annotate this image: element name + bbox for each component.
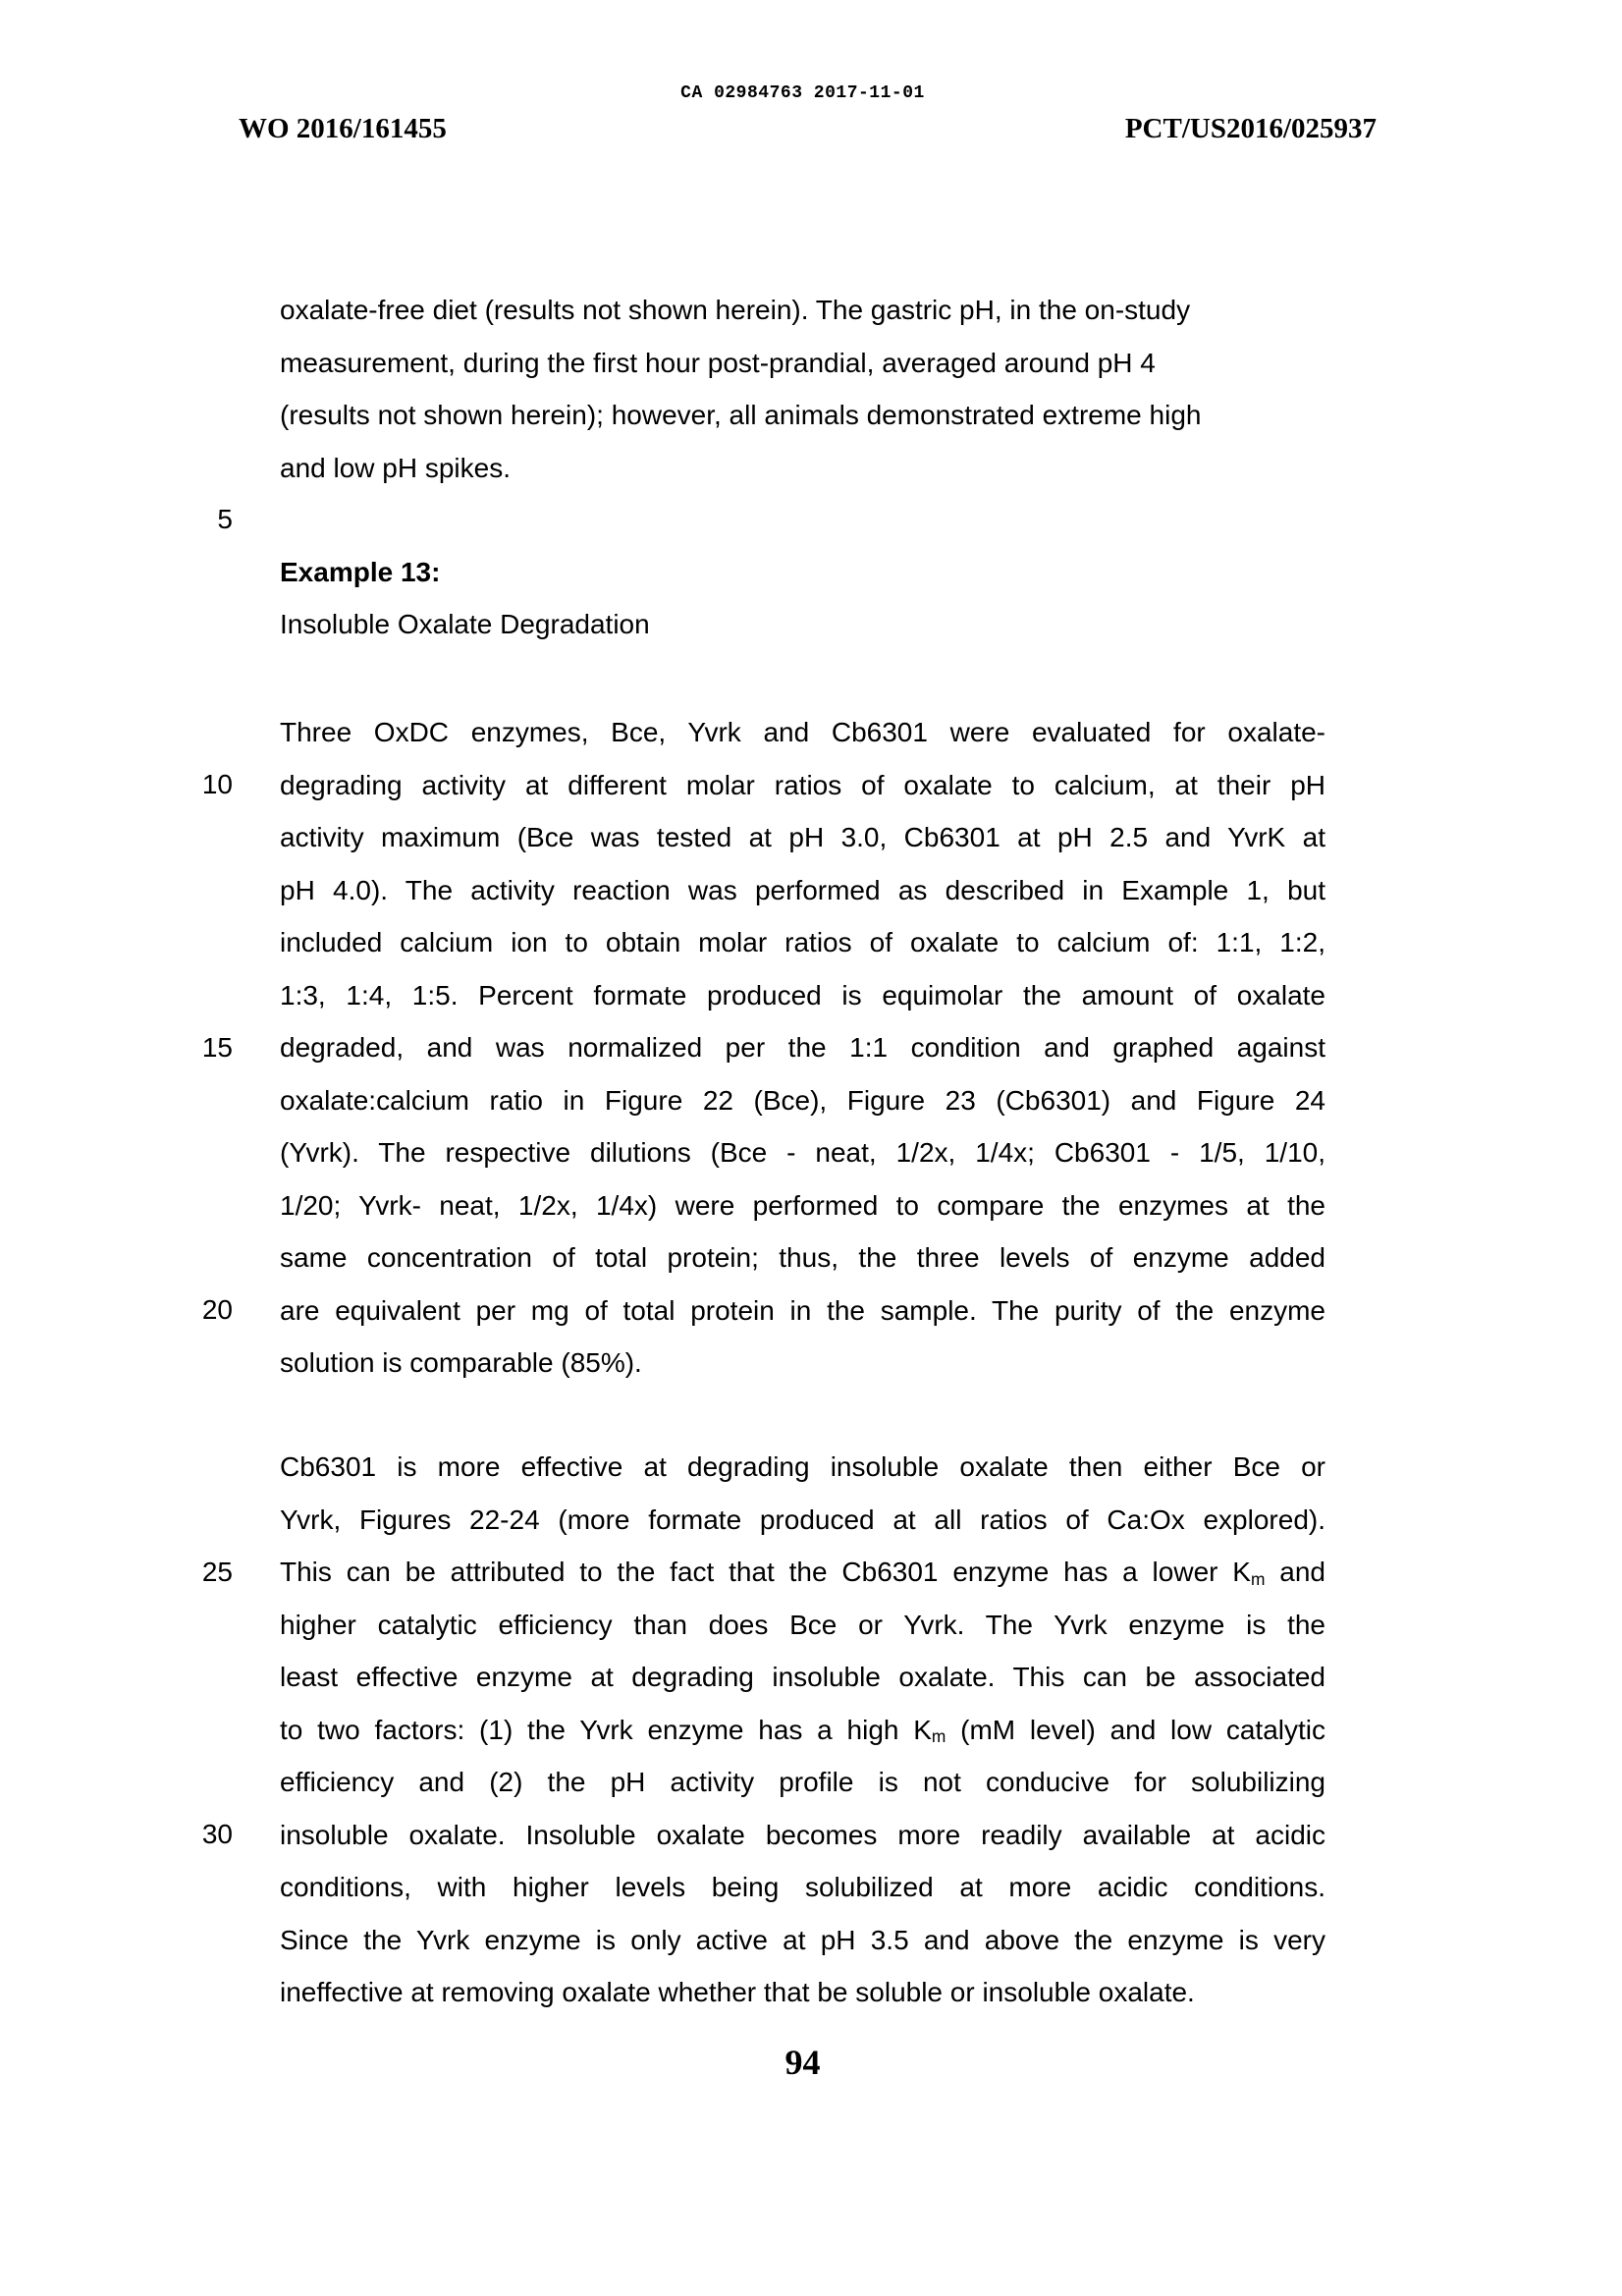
paragraph bbox=[280, 1441, 1325, 2019]
paragraph bbox=[280, 706, 1325, 1390]
text-line: pH 4.0). The activity reaction was performed as described in Example 1, but bbox=[280, 874, 1325, 905]
text-line bbox=[280, 1704, 1325, 1757]
example-subheading: Insoluble Oxalate Degradation bbox=[280, 609, 650, 639]
subscript-m: m bbox=[1250, 1568, 1266, 1589]
publication-number: WO 2016/161455 bbox=[239, 113, 447, 144]
text-line: Yvrk, Figures 22-24 (more formate produced at all ratios of Ca:Ox explored). bbox=[280, 1503, 1325, 1535]
text-line: 1:3, 1:4, 1:5. Percent formate produced is equimolar the amount of oxalate bbox=[280, 979, 1325, 1011]
text-segment: This can be attributed to the fact that the Cb6301 enzyme has a lower K bbox=[280, 1557, 1251, 1587]
text-line: efficiency and (2) the pH activity profile is not conducive for solubilizing bbox=[280, 1767, 1325, 1797]
line-number: 10 bbox=[201, 769, 233, 799]
text-line: 1/20; Yvrk- neat, 1/2x, 1/4x) were performed to compare the enzymes at the bbox=[280, 1189, 1325, 1221]
line-number: 5 bbox=[217, 504, 233, 534]
line-number: 30 bbox=[201, 1819, 233, 1849]
text-line: conditions, with higher levels being solubilized at more acidic conditions. bbox=[280, 1872, 1325, 1902]
text-line: higher catalytic efficiency than does Bce or Yvrk. The Yvrk enzyme is the bbox=[280, 1609, 1325, 1640]
text-line bbox=[280, 1546, 1325, 1599]
text-line: solution is comparable (85%). bbox=[280, 1347, 642, 1378]
text-segment: (mM level) and low catalytic bbox=[946, 1714, 1325, 1745]
text-line: same concentration of total protein; thus, the three levels of enzyme added bbox=[280, 1242, 1325, 1273]
text-line: degraded, and was normalized per the 1:1 condition and graphed against bbox=[280, 1032, 1325, 1063]
text-segment: and bbox=[1265, 1557, 1325, 1587]
text-line: least effective enzyme at degrading insoluble oxalate. This can be associated bbox=[280, 1662, 1325, 1692]
line-number: 15 bbox=[201, 1032, 233, 1063]
application-number: PCT/US2016/025937 bbox=[1124, 113, 1377, 144]
page-number: 94 bbox=[784, 2043, 821, 2082]
text-line: degrading activity at different molar ratios of oxalate to calcium, at their pH bbox=[280, 769, 1325, 800]
text-line: oxalate:calcium ratio in Figure 22 (Bce), Figure 23 (Cb6301) and Figure 24 bbox=[280, 1084, 1325, 1116]
scan-timestamp-line: CA 02984763 2017-11-01 bbox=[680, 83, 925, 103]
subscript-m: m bbox=[931, 1726, 946, 1747]
text-line: activity maximum (Bce was tested at pH 3.0, Cb6301 at pH 2.5 and YvrK at bbox=[280, 822, 1325, 852]
line-number: 20 bbox=[201, 1294, 233, 1325]
example-heading: Example 13: bbox=[280, 557, 441, 587]
text-line: ineffective at removing oxalate whether that be soluble or insoluble oxalate. bbox=[280, 1977, 1195, 2007]
text-line: (results not shown herein); however, all animals demonstrated extreme high bbox=[280, 400, 1202, 430]
text-line: are equivalent per mg of total protein in the sample. The purity of the enzyme bbox=[280, 1294, 1325, 1326]
paragraph bbox=[280, 284, 1325, 494]
text-line: Three OxDC enzymes, Bce, Yvrk and Cb6301 were evaluated for oxalate- bbox=[280, 717, 1325, 747]
text-line: insoluble oxalate. Insoluble oxalate becomes more readily available at acidic bbox=[280, 1819, 1325, 1850]
text-line: (Yvrk). The respective dilutions (Bce - neat, 1/2x, 1/4x; Cb6301 - 1/5, 1/10, bbox=[280, 1137, 1325, 1168]
text-line: Since the Yvrk enzyme is only active at pH 3.5 and above the enzyme is very bbox=[280, 1924, 1325, 1955]
text-line: measurement, during the first hour post-prandial, averaged around pH 4 bbox=[280, 347, 1156, 378]
text-line: Cb6301 is more effective at degrading insoluble oxalate then either Bce or bbox=[280, 1451, 1325, 1482]
text-line: oxalate-free diet (results not shown herein). The gastric pH, in the on-study bbox=[280, 295, 1191, 325]
text-line: and low pH spikes. bbox=[280, 452, 512, 483]
text-line: included calcium ion to obtain molar ratios of oxalate to calcium of: 1:1, 1:2, bbox=[280, 927, 1325, 957]
text-segment: to two factors: (1) the Yvrk enzyme has a high K bbox=[280, 1714, 932, 1745]
line-number: 25 bbox=[201, 1557, 233, 1587]
